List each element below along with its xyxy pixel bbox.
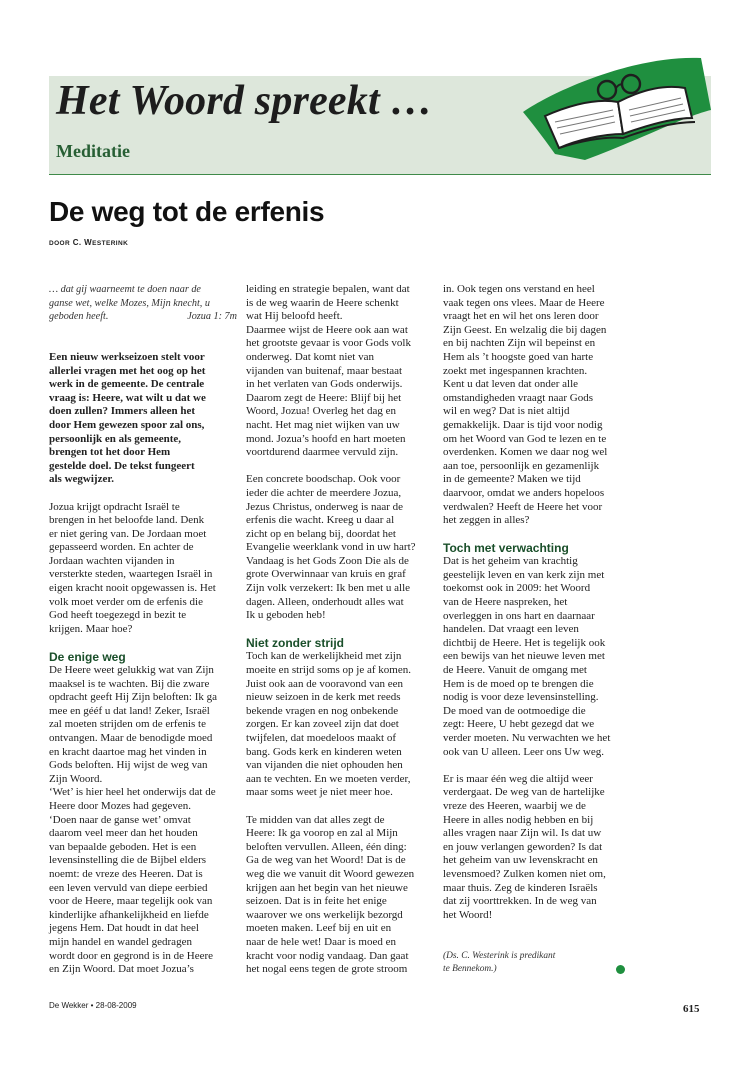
lead-line: door Hem gewezen spoor zal ons,	[49, 418, 205, 431]
paragraph-gap	[49, 636, 237, 650]
section-heading: Niet zonder strijd	[246, 636, 345, 651]
paragraph-gap	[443, 528, 631, 542]
text-line: De Heere weet gelukkig wat van Zijn	[49, 664, 214, 677]
text-line: bang. Gods kerk en kinderen weten	[246, 745, 402, 758]
section-heading: De enige weg	[49, 650, 126, 665]
text-line: is de weg waarin de Heere schenkt	[246, 296, 399, 309]
text-column-1	[49, 283, 237, 977]
section-subtitle: Meditatie	[56, 141, 130, 161]
text-line: brengen in het beloofde land. Denk	[49, 514, 205, 527]
text-line: en kracht daartoe mag het vinden in	[49, 745, 207, 758]
text-line: Hem is de moed op te brengen die	[443, 677, 594, 690]
text-line: Kent u dat leven dat onder alle	[443, 378, 579, 391]
text-line: nieuw seizoen in de kerk met reeds	[246, 691, 401, 704]
banner-divider	[49, 174, 711, 175]
lead-line: Een nieuw werkseizoen stelt voor	[49, 350, 205, 363]
text-line: vaak tegen ons vlees. Maar de Heere	[443, 296, 605, 309]
signature-line: te Bennekom.)	[443, 964, 497, 975]
text-line: grote Overwinnaar van kruis en graf	[246, 568, 406, 581]
text-line: er niet gering van. De Jordaan moet	[49, 527, 207, 540]
text-line: overleggen in ons hart en daarnaar	[443, 609, 595, 622]
text-line: ieder die achter de meerdere Jozua,	[246, 486, 402, 499]
text-line: om het Woord van God te lezen en te	[443, 432, 607, 445]
text-line: Gods beloften. Hij wijst de weg van	[49, 759, 208, 772]
text-line: naar de hele wet! Daar is moed en	[246, 935, 396, 948]
byline-initials: C.	[72, 238, 82, 247]
article-title: De weg tot de erfenis	[49, 196, 325, 227]
text-line: Heere: Ik ga voorop en zal al Mijn	[246, 827, 398, 840]
text-line: gepasseerd worden. En achter de	[49, 541, 194, 554]
text-line: dat zij voorttrekken. In de weg van	[443, 895, 597, 908]
lead-line: allerlei vragen met het oog op het	[49, 364, 206, 377]
text-line: voortdurend daarmee vervuld zijn.	[246, 446, 399, 459]
text-line: gemakkelijk. Daar is tijd voor nodig	[443, 418, 603, 431]
text-line: zicht op en belang bij, doordat het	[246, 527, 396, 540]
paragraph-gap	[443, 922, 631, 936]
footer-publication: De Wekker • 28-08-2009	[49, 1001, 137, 1010]
paragraph-gap	[49, 324, 237, 338]
section-title: Het Woord spreekt …	[56, 78, 433, 124]
text-line: ontvangen. Maar de benodigde moed	[49, 732, 213, 744]
text-line: jegens Hem. Dat houdt in dat heel	[49, 922, 199, 935]
text-line: maar thuis. Zeg de kinderen Israëls	[443, 881, 598, 894]
text-line: Heere door Mozes had gegeven.	[49, 799, 192, 812]
text-line: krijgen. Maar hoe?	[49, 622, 133, 635]
byline-name-initial: W	[84, 238, 93, 247]
text-line: krijgen aan het begin van het nieuwe	[246, 881, 408, 894]
paragraph-gap	[49, 487, 237, 501]
text-line: waarover we ons werkelijk bezorgd	[246, 908, 403, 921]
text-line: daarom veel meer dan het houden	[49, 827, 198, 840]
quote-line: ganse wet, welke Mozes, Mijn knecht, u	[49, 297, 210, 309]
lead-line: gestelde doel. De tekst fungeert	[49, 459, 195, 472]
open-book-icon	[515, 50, 715, 162]
text-line: eigen kracht nooit opgewassen is. Het	[49, 582, 216, 595]
text-line: vijanden van buitenaf, maar bestaat	[246, 364, 403, 377]
text-line: versterkte steden, waartegen Israël in	[49, 568, 213, 581]
text-line: van bepaalde geboden. Het is een	[49, 840, 197, 853]
quote-line	[49, 310, 237, 324]
text-line: Ga de weg van het Woord! Dat is de	[246, 854, 406, 867]
text-line: geestelijk leven en van kerk zijn met	[443, 568, 605, 581]
text-line: God heeft toegezegd in bezit te	[49, 609, 187, 622]
text-line: Ik u geboden heb!	[246, 609, 326, 622]
lead-line: als wegwijzer.	[49, 473, 114, 486]
text-line: moeten maken. Leef bij en uit en	[246, 922, 392, 935]
text-line: alles vragen naar Zijn wil. Is dat uw	[443, 827, 602, 840]
section-heading: Toch met verwachting	[443, 541, 569, 556]
text-line: verdergaat. De weg van de hartelijke	[443, 786, 605, 799]
text-line: dagen. Alleen, onderhoudt alles wat	[246, 595, 404, 608]
byline-door: DOOR	[49, 240, 71, 247]
text-line: voor de Heere, maar tegelijk ook van	[49, 895, 213, 908]
text-line: in de gemeente? Maken we tijd	[443, 473, 581, 486]
text-line: De moed van de ootmoedige die	[443, 704, 586, 717]
text-line: Jozua krijgt opdracht Israël te	[49, 500, 180, 513]
text-line: het nogal eens tegen de grote stroom	[246, 963, 408, 976]
text-line: volk moet verder om de erfenis die	[49, 595, 203, 608]
text-column-2	[246, 283, 438, 977]
text-line: van vijanden die niet ophouden hen	[246, 759, 403, 772]
text-line: wordt door en gegrond is in de Heere	[49, 949, 214, 962]
text-line: zegt: Heere, U hebt gezegd dat we	[443, 718, 595, 731]
paragraph-gap	[246, 800, 438, 814]
byline-name-rest: ESTERINK	[92, 240, 129, 247]
text-line: noemt: de vreze des Heeren. Dat is	[49, 867, 203, 880]
text-line: beloften vervullen. Alleen, één ding:	[246, 840, 407, 853]
text-line: in. Ook tegen ons verstand en heel	[443, 283, 595, 295]
text-line: Te midden van dat alles zegt de	[246, 813, 385, 826]
text-line: ‘Doen naar de ganse wet’ omvat	[49, 813, 191, 826]
text-line: Toch kan de werkelijkheid met zijn	[246, 650, 402, 663]
text-line: Evangelie weerklank vond in uw hart?	[246, 541, 416, 554]
text-line: ook van U alleen. Leer ons Uw weg.	[443, 745, 604, 758]
text-line: maaksel is te wachten. Bij die zware	[49, 677, 210, 690]
text-line: mee en gééf u dat land! Zeker, Israël	[49, 704, 210, 717]
text-line: Vandaag is het Gods Zoon Die als de	[246, 554, 409, 567]
text-line: levensinstelling die de Bijbel elders	[49, 854, 207, 867]
text-line: en jouw verlangen geworden? Is dat	[443, 840, 603, 853]
text-line: bekende vragen en nog onbekende	[246, 704, 399, 717]
text-line: toekomst ook in 2009: het Woord	[443, 582, 591, 595]
lead-line: werk in de gemeente. De centrale	[49, 378, 205, 391]
paragraph-gap	[246, 623, 438, 637]
text-line: overdenken. Komen we daar nog wel	[443, 446, 608, 459]
text-line: omstandigheden vraagt naar Gods	[443, 391, 593, 404]
paragraph-gap	[49, 337, 237, 351]
lead-line: vraag is: Heere, wat wilt u dat we	[49, 391, 206, 404]
text-line: kinderlijke afhankelijkheid en liefde	[49, 908, 209, 921]
text-line: Jezus Christus, onderweg is naar de	[246, 500, 404, 513]
text-line: en bij nachten Zijn wil bepeinst en	[443, 337, 596, 350]
lead-line: brengen tot het door Hem	[49, 446, 171, 459]
text-line: het geheim van uw levenskracht en	[443, 854, 598, 867]
text-line: Dat is het geheim van krachtig	[443, 555, 578, 568]
text-line: mond. Jozua’s hoofd en hart moeten	[246, 432, 406, 445]
text-line: Woord, Jozua! Overleg het dag en	[246, 405, 397, 418]
quote-line: … dat gij waarneemt te doen naar de	[49, 284, 201, 295]
text-line: in het verlaten van Gods onderwijs.	[246, 378, 403, 391]
text-line: wil en weg? Dat is niet altijd	[443, 405, 570, 418]
text-line: ‘Wet’ is hier heel het onderwijs dat de	[49, 786, 216, 799]
text-line: en Zijn Woord. Dat moet Jozua’s	[49, 963, 194, 976]
text-line: de Heere. Vanuit de omgang met	[443, 664, 587, 677]
end-mark-icon	[616, 965, 625, 974]
byline	[49, 238, 128, 247]
text-line: het Woord!	[443, 908, 493, 921]
text-line: Zijn volk verzekert: Ik ben met u alle	[246, 582, 411, 595]
text-line: vreze des Heeren, waarbij we de	[443, 799, 586, 812]
text-line: zal moeten strijden om de erfenis te	[49, 718, 206, 731]
text-line: Juist ook aan de vooravond van een	[246, 677, 404, 690]
text-line: Zijn Woord.	[49, 772, 103, 785]
text-line: Daarom zegt de Heere: Blijf bij het	[246, 391, 402, 404]
text-line: aan toe, persoonlijk en gezamenlijk	[443, 459, 600, 472]
text-line: handelen. Dat vraagt een leven	[443, 623, 579, 636]
text-line: Zijn Geest. En welzalig die bij dagen	[443, 323, 607, 336]
paragraph-gap	[443, 936, 631, 950]
text-line: nodig is voor deze levensinstelling.	[443, 691, 599, 704]
quote-text: geboden heeft.	[49, 311, 109, 323]
text-line: moeite en strijd soms op je af komen.	[246, 664, 411, 677]
text-line: maar soms weet je niet meer hoe.	[246, 786, 393, 799]
text-line: van de Heere naspreken, het	[443, 596, 568, 609]
text-line: seizoen. Dat is in feite het enige	[246, 895, 387, 908]
text-line: vraagt het en wil het ons leren door	[443, 310, 599, 323]
text-line: verder moeten. Nu verwachten we het	[443, 732, 611, 744]
text-line: kracht voor nodig vandaag. Dan gaat	[246, 949, 409, 962]
text-line: twijfelen, dat moedeloos maakt of	[246, 732, 396, 744]
text-line: nacht. Het mag niet wijken van uw	[246, 418, 400, 431]
text-line: het grootste gevaar is voor Gods volk	[246, 337, 411, 350]
text-line: levensmoed? Zulken komen niet om,	[443, 867, 606, 880]
text-line: dichtbij de Heere. Het is tegelijk ook	[443, 636, 606, 649]
text-line: zoekt met ingespannen krachten.	[443, 364, 588, 377]
text-line: aan te vechten. En we moeten verder,	[246, 772, 411, 785]
lead-line: doen zullen? Immers alleen het	[49, 405, 196, 418]
text-line: opdracht geeft Hij Zijn beloften: Ik ga	[49, 691, 217, 704]
text-line: Een concrete boodschap. Ook voor	[246, 473, 401, 486]
text-line: een bewijs van het nieuwe leven met	[443, 650, 605, 663]
text-line: verdwalen? Heeft de Heere het voor	[443, 500, 603, 513]
text-line: leiding en strategie bepalen, want dat	[246, 283, 410, 295]
text-line: Daarmee wijst de Heere ook aan wat	[246, 323, 408, 336]
scripture-reference: Jozua 1: 7m	[187, 311, 237, 323]
signature-line: (Ds. C. Westerink is predikant	[443, 950, 556, 961]
text-line: weg die we vanuit dit Woord gewezen	[246, 867, 415, 880]
text-line: Hem als ’t hoogste goed van harte	[443, 350, 594, 363]
text-line: een leven vervuld van diepe eerbied	[49, 881, 208, 894]
text-line: Jordaan wachten vijanden in	[49, 554, 175, 567]
page-number: 615	[683, 1003, 700, 1015]
text-line: wat Hij beloofd heeft.	[246, 310, 343, 323]
lead-line: persoonlijk en als gemeente,	[49, 432, 181, 445]
text-line: het zeggen in alles?	[443, 514, 530, 527]
paragraph-gap	[443, 759, 631, 773]
text-column-3	[443, 283, 631, 977]
text-line: Er is maar één weg die altijd weer	[443, 772, 593, 785]
text-line: mijn handel en wandel gedragen	[49, 935, 192, 948]
text-line: onderweg. Dat komt niet van	[246, 350, 374, 363]
text-line: Heere in alles nodig hebben en bij	[443, 813, 594, 826]
text-line: daarvoor, omdat we anders hopeloos	[443, 486, 605, 499]
text-line: zorgen. Er kan zoveel zijn dat doet	[246, 718, 399, 731]
text-line: erfenis die wacht. Kreeg u daar al	[246, 514, 395, 527]
paragraph-gap	[246, 460, 438, 474]
